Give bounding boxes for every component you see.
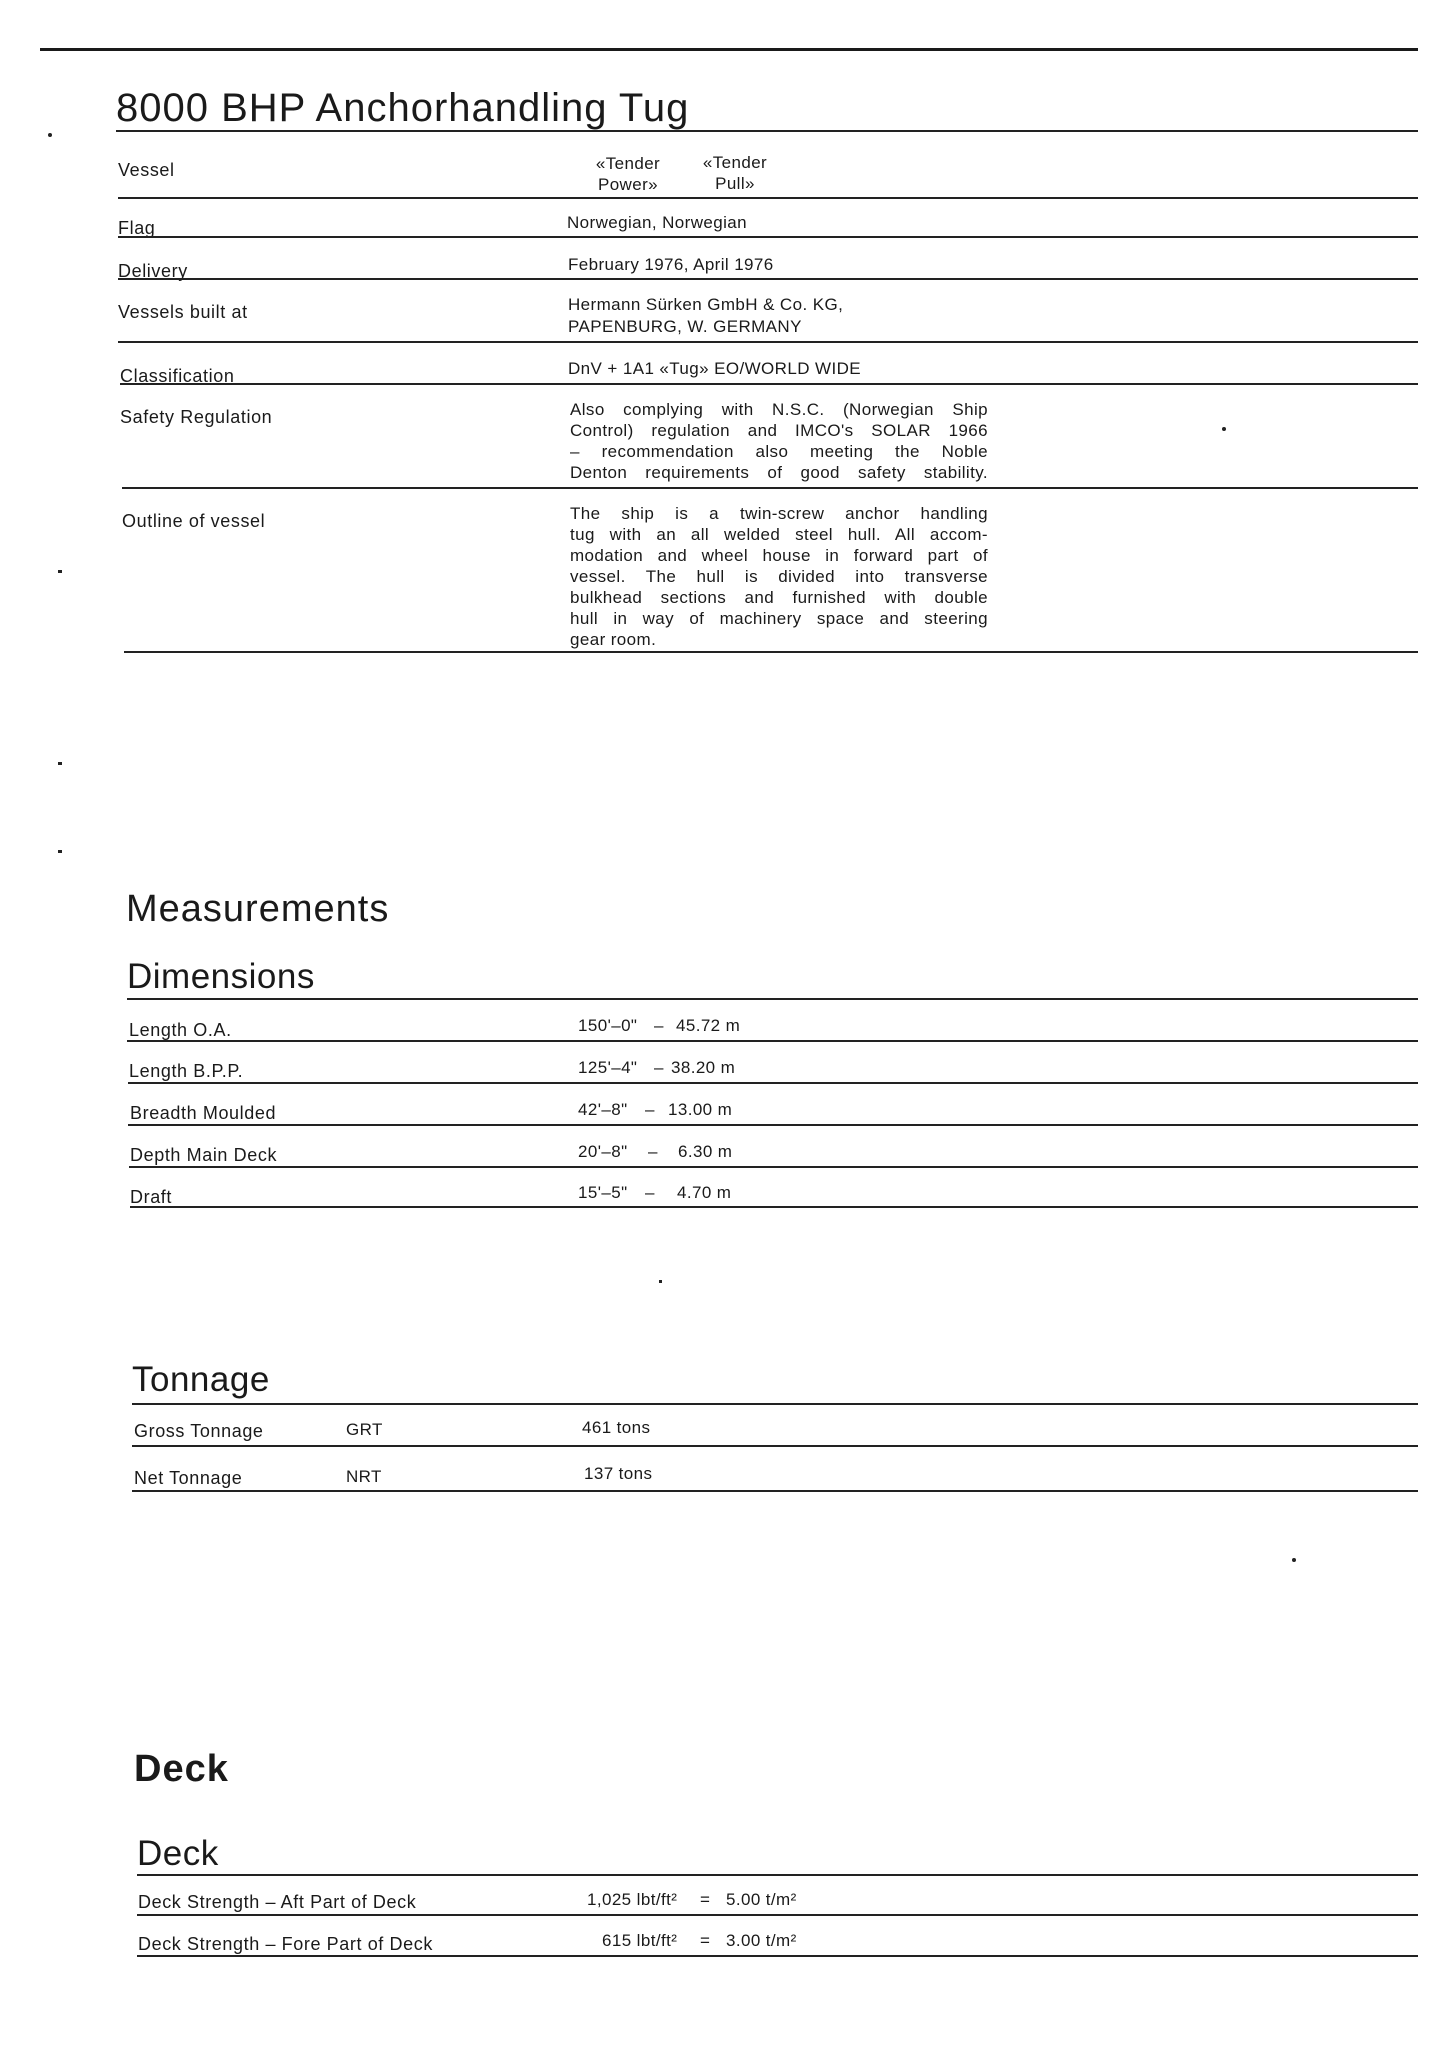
safety-line-3: – recommendation also meeting the Noble <box>570 442 988 461</box>
dim-imperial-length-bpp: 125'–4" <box>578 1058 638 1077</box>
scan-speck <box>659 1280 662 1283</box>
classification-label: Classification <box>120 366 235 386</box>
rule-tonnage-top <box>132 1403 1418 1405</box>
outline-line-7: gear room. <box>570 630 657 649</box>
rule-dim-2 <box>128 1082 1418 1084</box>
rule-tonnage-2 <box>132 1490 1418 1492</box>
vessel-label: Vessel <box>118 160 175 180</box>
dim-metric-depth: 6.30 m <box>678 1142 733 1161</box>
rule-safety <box>122 487 1418 489</box>
deck-metric-aft: 5.00 t/m² <box>726 1890 797 1909</box>
dim-sep-length-bpp: – <box>654 1058 664 1077</box>
dim-imperial-length-oa: 150'–0" <box>578 1016 638 1035</box>
deck-label-fore: Deck Strength – Fore Part of Deck <box>138 1934 433 1954</box>
delivery-label: Delivery <box>118 261 188 281</box>
flag-value: Norwegian, Norwegian <box>567 213 747 232</box>
scan-speck <box>1292 1558 1296 1562</box>
dim-metric-length-oa: 45.72 m <box>676 1016 741 1035</box>
deck-metric-fore: 3.00 t/m² <box>726 1931 797 1950</box>
outline-line-4: vessel. The hull is divided into transverse <box>570 567 988 586</box>
deck-imperial-aft: 1,025 lbt/ft² <box>587 1890 678 1909</box>
dim-metric-breadth: 13.00 m <box>668 1100 733 1119</box>
rule-dimensions-top <box>127 998 1418 1000</box>
dim-label-breadth: Breadth Moulded <box>130 1103 277 1123</box>
rule-dim-1 <box>127 1040 1418 1042</box>
dim-imperial-breadth: 42'–8" <box>578 1100 628 1119</box>
tonnage-value-net: 137 tons <box>584 1464 653 1483</box>
tonnage-value-gross: 461 tons <box>582 1418 651 1437</box>
vessel-name-2: «Tender Pull» <box>702 153 768 193</box>
dim-sep-breadth: – <box>645 1100 655 1119</box>
rule-built-at <box>118 341 1418 343</box>
tonnage-label-net: Net Tonnage <box>134 1468 243 1488</box>
scan-speck <box>48 133 52 137</box>
rule-vessel <box>118 197 1418 199</box>
outline-line-2: tug with an all welded steel hull. All accom- <box>570 525 988 544</box>
dim-label-depth: Depth Main Deck <box>130 1145 278 1165</box>
dim-metric-length-bpp: 38.20 m <box>671 1058 736 1077</box>
rule-dim-4 <box>129 1166 1418 1168</box>
dim-sep-length-oa: – <box>654 1016 664 1035</box>
deck-imperial-fore: 615 lbt/ft² <box>602 1931 678 1950</box>
rule-classification <box>120 383 1418 385</box>
built-at-line-2: PAPENBURG, W. GERMANY <box>568 317 802 336</box>
dim-sep-depth: – <box>648 1142 658 1161</box>
dim-label-draft: Draft <box>130 1187 173 1207</box>
dim-imperial-depth: 20'–8" <box>578 1142 628 1161</box>
scan-speck <box>58 762 62 765</box>
vessel-name-1: «Tender Power» <box>595 154 661 194</box>
rule-delivery <box>118 278 1418 280</box>
rule-deck-1 <box>137 1914 1418 1916</box>
title-rule <box>116 130 1418 132</box>
outline-line-3: modation and wheel house in forward part of <box>570 546 988 565</box>
scan-speck <box>58 850 62 853</box>
safety-line-2: Control) regulation and IMCO's SOLAR 1966 <box>570 421 988 440</box>
dimensions-heading: Dimensions <box>127 957 315 996</box>
scan-speck <box>58 570 62 573</box>
safety-label: Safety Regulation <box>120 407 273 427</box>
dim-metric-draft: 4.70 m <box>677 1183 732 1202</box>
deck-subheading: Deck <box>137 1834 219 1873</box>
deck-label-aft: Deck Strength – Aft Part of Deck <box>138 1892 417 1912</box>
deck-eq-aft: = <box>700 1890 711 1909</box>
safety-line-4: Denton requirements of good safety stability. <box>570 463 988 482</box>
safety-line-1: Also complying with N.S.C. (Norwegian Ship <box>570 400 988 419</box>
measurements-heading: Measurements <box>126 888 390 930</box>
rule-outline <box>124 651 1418 653</box>
outline-line-5: bulkhead sections and furnished with double <box>570 588 988 607</box>
outline-line-6: hull in way of machinery space and steering <box>570 609 988 628</box>
deck-eq-fore: = <box>700 1931 711 1950</box>
page-title: 8000 BHP Anchorhandling Tug <box>116 86 690 130</box>
classification-value: DnV + 1A1 «Tug» EO/WORLD WIDE <box>568 359 861 378</box>
outline-label: Outline of vessel <box>122 511 266 531</box>
rule-dim-3 <box>128 1124 1418 1126</box>
rule-deck-top <box>137 1874 1418 1876</box>
tonnage-label-gross: Gross Tonnage <box>134 1421 264 1441</box>
rule-flag <box>118 236 1418 238</box>
rule-tonnage-1 <box>132 1445 1418 1447</box>
deck-heading: Deck <box>134 1748 229 1790</box>
built-at-label: Vessels built at <box>118 302 248 322</box>
dim-sep-draft: – <box>645 1183 655 1202</box>
rule-deck-2 <box>137 1955 1418 1957</box>
tonnage-abbr-net: NRT <box>346 1467 382 1486</box>
flag-label: Flag <box>118 218 156 238</box>
tonnage-heading: Tonnage <box>132 1360 270 1399</box>
rule-dim-5 <box>130 1206 1418 1208</box>
delivery-value: February 1976, April 1976 <box>568 255 774 274</box>
scan-speck <box>1222 427 1226 431</box>
outline-line-1: The ship is a twin-screw anchor handling <box>570 504 988 523</box>
dim-label-length-bpp: Length B.P.P. <box>129 1061 244 1081</box>
dim-label-length-oa: Length O.A. <box>129 1020 232 1040</box>
dim-imperial-draft: 15'–5" <box>578 1183 628 1202</box>
built-at-line-1: Hermann Sürken GmbH & Co. KG, <box>568 295 844 314</box>
tonnage-abbr-gross: GRT <box>346 1420 383 1439</box>
top-border-line <box>40 48 1418 51</box>
